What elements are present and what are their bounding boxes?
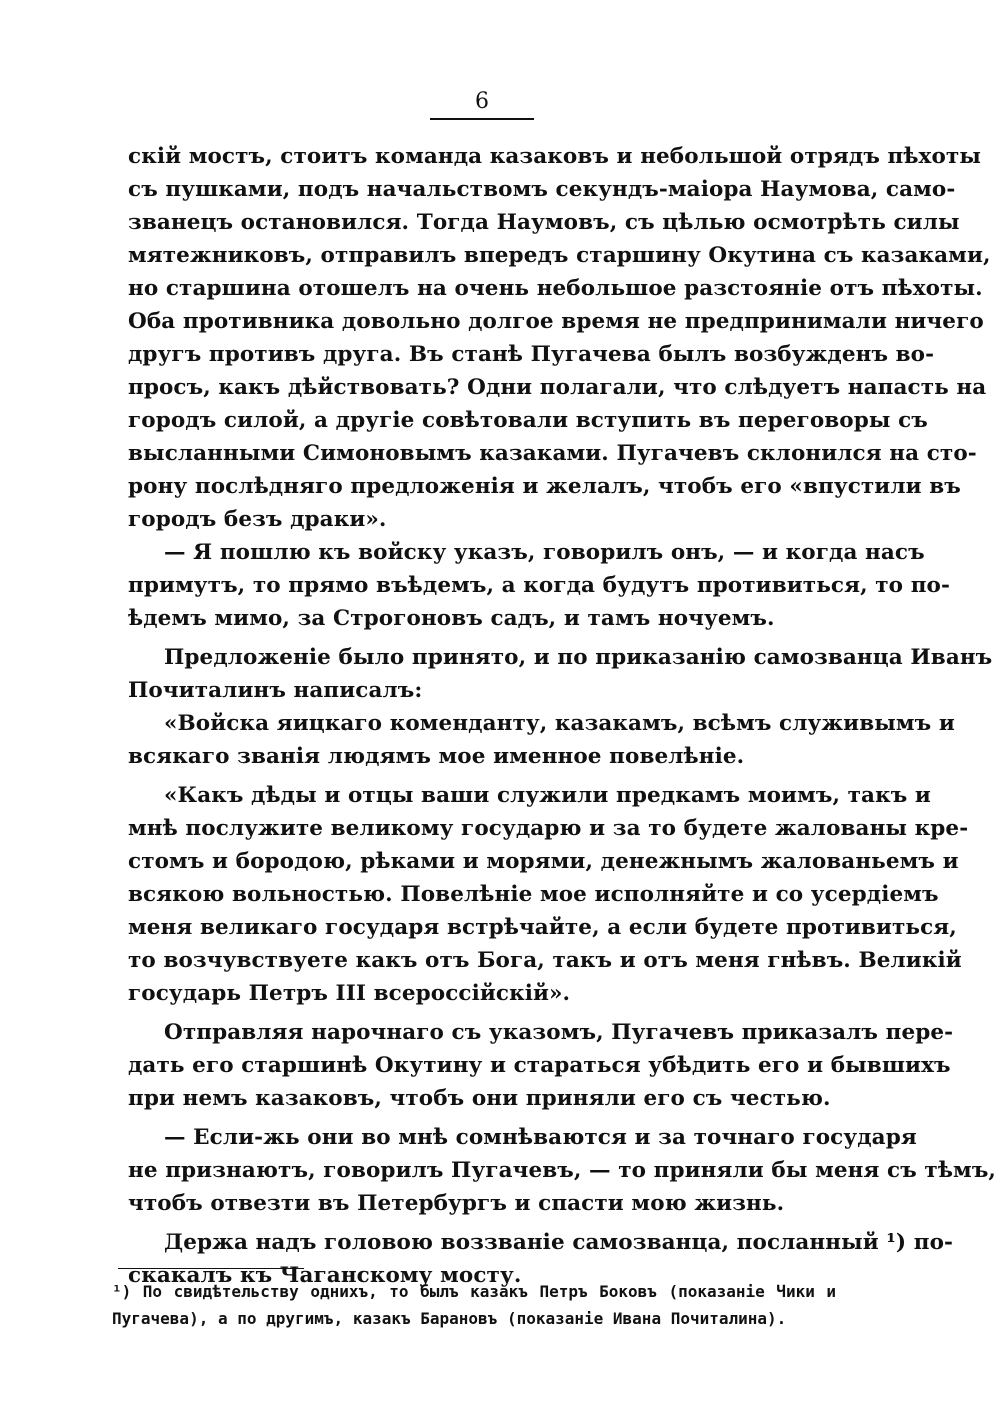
paragraph [128, 1016, 954, 1115]
text-line: меня великаго государя встрѣчайте, а если будете противиться, [128, 915, 957, 940]
text-line: «Какъ дѣды и отцы ваши служили предкамъ моимъ, такъ и [164, 783, 931, 808]
text-line: Почиталинъ написалъ: [128, 678, 423, 703]
text-line: скій мостъ, стоитъ команда казаковъ и небольшой отрядъ пѣхоты [128, 144, 981, 169]
footnote-rule [118, 1268, 304, 1269]
text-line: Держа надъ головою воззваніе самозванца, посланный ¹) по- [164, 1230, 954, 1255]
text-line: ѣдемъ мимо, за Строгоновъ садъ, и тамъ ночуемъ. [128, 606, 775, 631]
paragraph [128, 1121, 996, 1220]
text-line: чтобъ отвезти въ Петербургъ и спасти мою жизнь. [128, 1191, 785, 1216]
text-line: просъ, какъ дѣйствовать? Одни полагали, что слѣдуетъ напасть на [128, 375, 987, 400]
text-line: но старшина отошелъ на очень небольшое разстояніе отъ пѣхоты. [128, 276, 983, 301]
text-line: Отправляя нарочнаго съ указомъ, Пугачевъ приказалъ пере- [164, 1020, 954, 1045]
page-number-rule [430, 118, 534, 120]
text-line: дать его старшинѣ Окутину и стараться убѣдить его и бывшихъ [128, 1053, 951, 1078]
text-line: то возчувствуете какъ отъ Бога, такъ и отъ меня гнѣвъ. Великій [128, 948, 962, 973]
text-line: Предложеніе было принято, и по приказанію самозванца Иванъ [164, 645, 993, 670]
text-line: званецъ остановился. Тогда Наумовъ, съ цѣлью осмотрѣть силы [128, 210, 960, 235]
paragraph [128, 140, 991, 536]
paragraph [128, 536, 951, 635]
text-line: рону послѣдняго предложенія и желалъ, чтобъ его «впустили въ [128, 474, 961, 499]
footnote [112, 1278, 836, 1332]
text-line: не признаютъ, говорилъ Пугачевъ, — то приняли бы меня съ тѣмъ, [128, 1158, 996, 1183]
text-line: государь Петръ III всероссійскій». [128, 981, 571, 1006]
text-line: городъ безъ драки». [128, 507, 387, 532]
page-number: 6 [475, 89, 489, 114]
text-line: всякаго званія людямъ мое именное повелѣніе. [128, 744, 745, 769]
text-line: всякою вольностью. Повелѣніе мое исполняйте и со усердіемъ [128, 882, 939, 907]
text-line: другъ противъ друга. Въ станѣ Пугачева былъ возбужденъ во- [128, 342, 935, 367]
body-text [128, 140, 996, 1292]
text-line: Оба противника довольно долгое время не предпринимали ничего [128, 309, 984, 334]
text-line: при немъ казаковъ, чтобъ они приняли его съ честью. [128, 1086, 831, 1111]
footnote-line: Пугачева), а по другимъ, казакъ Барановъ (показаніе Ивана Почиталина). [112, 1309, 787, 1328]
text-line: скакалъ къ Чаганскому мосту. [128, 1263, 522, 1288]
text-line: городъ силой, а другіе совѣтовали вступить въ переговоры съ [128, 408, 928, 433]
footnote-line: ¹) По свидѣтельству однихъ, то былъ казакъ Петръ Боковъ (показаніе Чики и [112, 1282, 836, 1301]
text-line: — Я пошлю къ войску указъ, говорилъ онъ, — и когда насъ [164, 540, 925, 565]
text-line: примутъ, то прямо въѣдемъ, а когда будутъ противиться, то по- [128, 573, 951, 598]
paragraph [128, 707, 955, 773]
text-line: съ пушками, подъ начальствомъ секундъ-маіора Наумова, само- [128, 177, 956, 202]
text-line: — Если-жь они во мнѣ сомнѣваются и за точнаго государя [164, 1125, 917, 1150]
text-line: мнѣ послужите великому государю и за то будете жалованы кре- [128, 816, 969, 841]
text-line: мятежниковъ, отправилъ впередъ старшину Окутина съ казаками, [128, 243, 991, 268]
paragraph [128, 641, 993, 707]
text-line: высланными Симоновымъ казаками. Пугачевъ склонился на сто- [128, 441, 977, 466]
text-line: стомъ и бородою, рѣками и морями, денежнымъ жалованьемъ и [128, 849, 959, 874]
paragraph [128, 779, 969, 1010]
text-line: «Войска яицкаго коменданту, казакамъ, всѣмъ служивымъ и [164, 711, 955, 736]
